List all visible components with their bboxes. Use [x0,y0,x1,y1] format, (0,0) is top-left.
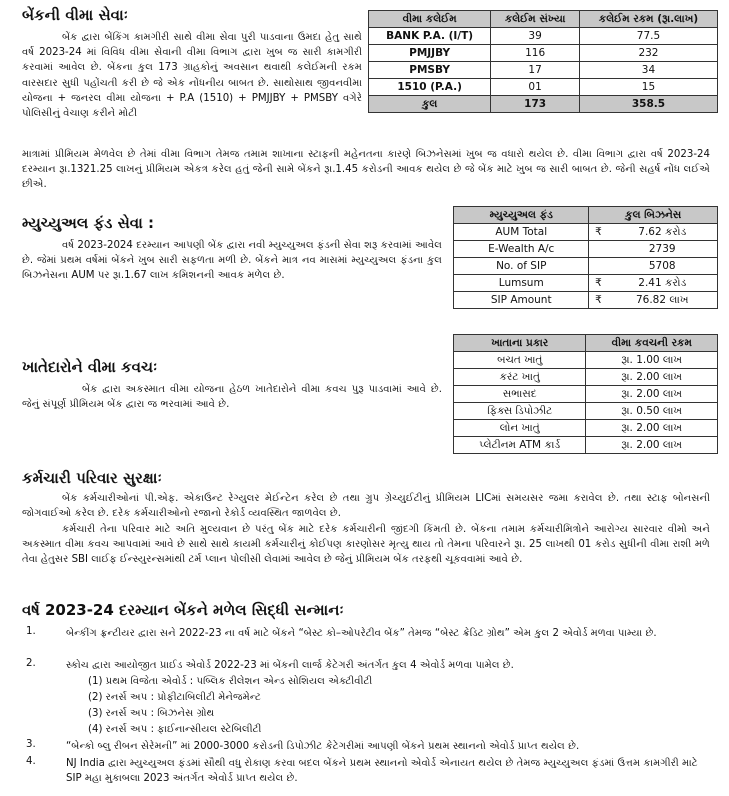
list-number: 4. [26,756,36,767]
table-row [454,224,718,241]
account-insurance-para: બેંક દ્વારા અકસ્માત વીમા યોજના હેઠળ ખાતેદારોને વીમા કવચ પુરૂ પાડવામાં આવે છે. જેનું સંપૂર્ણ પ્રીમિયમ બેંક દ્વારા જ ભરવામાં આવે છે. [22,384,442,411]
table-cell: E-Wealth A/c [454,241,589,258]
list-number: 3. [26,739,36,750]
table-row [454,403,718,420]
employee-para1: બેંક કર્મચારીઓનાં પી.એફ. એકાઉન્ટ રેગ્યુલર મેઈન્ટેન કરેલ છે તથા ગ્રુપ ગ્રેચ્યુઈટીનું પ્રીમિયમ LICમાં સમયસર જમા કરાવેલ છે. તથા સ્ટાફ બોનસની જોગવાઈઓ કરેલ છે. દરેક કર્મચારીઓનો રજાનો રેકોર્ડ વ્યવસ્થિત જાળવેલ છે. [22,493,710,520]
table-cell: સભાસદ [454,386,586,403]
table-cell: 76.82 લાખ [607,292,717,309]
mutual-fund-para: વર્ષ 2023-2024 દરમ્યાન આપણી બેંક દ્વારા નવી મ્યુચ્યુઅલ ફંડની સેવા શરૂ કરવામાં આવેલ છે. જેમાં પ્રથમ વર્ષમાં બેંકને ખુબ સારી સફળતા મળી છે. બેંકને માત્ર નવ માસમાં મ્યુચ્યુઅલ ફંડના કુલ બિઝનેસના AUM પર રૂા.1.67 લાખ કમિશનની આવક મળેલ છે. [22,240,442,282]
rupee-icon: ₹ [589,275,608,292]
table-cell: 34 [579,62,717,79]
sub-list-item: (4) રનર્સ અપ : ફાઈનાન્સીયલ સ્ટેબિલીટી [88,724,262,735]
table-cell: 173 [491,96,580,113]
table-cell: AUM Total [454,224,589,241]
table-cell: 2739 [607,241,717,258]
employee-heading: કર્મચારી પરિવાર સુરક્ષાઃ [22,469,162,487]
table-cell: કરંટ ખાતું [454,369,586,386]
insurance-para2: માત્રામાં પ્રીમિયમ મેળવેલ છે તેમાં વીમા વિભાગ તેમજ તમામ શાખાના સ્ટાફની મહેનતના કારણે બિઝનેસમાં ખુબ જ વધારો થયેલ છે. વીમા વિભાગ દ્વારા વર્ષ 2023-24 દરમ્યાન રૂા.1321.25 લાખનું પ્રીમિયમ એકત્ર કરેલ હતું જેની સામે બેંકને રૂા.1.45 કરોડની આવક થયેલ છે જે બેંક માટે ખુબ જ સારી બાબત છે. જેની સહર્ષ નોંધ લઈએ છીએ. [22,149,710,191]
list-item: “બેન્કો બ્લુ રીબન સેરેમની” માં 2000-3000 કરોડની ડિપોઝીટ કેટેગરીમાં આપણી બેંકને પ્રથમ સ્થાનનો એવોર્ડ પ્રાપ્ત થયેલ છે. [66,741,580,752]
table-cell: 5708 [607,258,717,275]
table-cell: 232 [579,45,717,62]
table-header: કલેઈમ સંખ્યા [491,11,580,28]
table-cell: No. of SIP [454,258,589,275]
table-row [369,79,718,96]
table-row [454,275,718,292]
table-cell: રૂા. 1.00 લાખ [586,352,718,369]
table-row [454,386,718,403]
awards-heading: વર્ષ 2023-24 દરમ્યાન બેંકને મળેલ સિદ્ધી સન્માનઃ [22,601,344,619]
insurance-para1: બેંક દ્વારા બેંકિંગ કામગીરી સાથે વીમા સેવા પુરી પાડવાના ઉમદા હેતુ સાથે વર્ષ 2023-24 માં વિવિધ વીમા સેવાની વીમા વિભાગ દ્વારા ખુબ જ સારી કામગીરી કરવામાં આવેલ છે. બેંકના કુલ 173 ગ્રાહકોનું અવસાન થવાથી કલેઈમની રકમ વારસદાર સુધી પહોંચતી કરી છે જે એક નોંધનીય બાબત છે. સાથોસાથ જીવનવીમા યોજના + જનરલ વીમા યોજના + P.A (1510) + PMJJBY + PMSBY વગેરે પોલિસીનું વેચાણ કરીને મોટી [22,32,362,120]
table-cell: કુલ [369,96,491,113]
mutual-fund-table [453,206,718,309]
account-insurance-heading: ખાતેદારોને વીમા કવચઃ [22,358,158,376]
table-cell: રૂા. 2.00 લાખ [586,437,718,454]
list-item: બેન્કીંગ ફ્રન્ટીયર દ્વારા સને 2022-23 ના વર્ષ માટે બેંકને “બેસ્ટ કો–ઓપરેટીવ બેંક” તેમજ “બેસ્ટ ક્રેડિટ ગ્રોથ” એમ કુલ 2 એવોર્ડ મળવા પામ્યા છે. [66,628,657,639]
sub-list-item: (3) રનર્સ અપ : બિઝનેસ ગ્રોથ [88,708,215,719]
table-cell: 77.5 [579,28,717,45]
table-cell: પ્લેટીનમ ATM કાર્ડ [454,437,586,454]
table-cell: રૂા. 2.00 લાખ [586,386,718,403]
table-header: વીમા કલેઈમ [369,11,491,28]
table-cell: ફિક્સ ડિપોઝીટ [454,403,586,420]
sub-list-item: (2) રનર્સ અપ : પ્રોફીટાબિલીટી મેનેજમેન્ટ [88,692,261,703]
table-cell: 39 [491,28,580,45]
table-cell: બચત ખાતું [454,352,586,369]
table-row [369,62,718,79]
sub-list-item: (1) પ્રથમ વિજેતા એવોર્ડ : પબ્લિક રીલેશન એન્ડ સોશિયલ એક્ટીવીટી [88,676,373,687]
table-header: વીમા કવચની રકમ [586,335,718,352]
table-header-row [454,207,718,224]
table-row [454,369,718,386]
table-row [454,437,718,454]
table-cell: 01 [491,79,580,96]
table-total-row [369,96,718,113]
table-row [454,241,718,258]
table-header: કુલ બિઝનેસ [589,207,718,224]
table-header: મ્યુચ્યુઅલ ફંડ [454,207,589,224]
list-item: NJ India દ્વારા મ્યુચ્યુઅલ ફંડમાં સૌથી વધુ રોકાણ કરવા બદલ બેંકને પ્રથમ સ્થાનનો એવોર્ડ એનાયત થયેલ છે તેમજ મ્યુચ્યુઅલ ફંડમાં ઉત્તમ કામગીરી માટે SIP મહા મુકાબલા 2023 અંતર્ગત એવોર્ડ પ્રાપ્ત થયેલ છે. [66,758,698,784]
table-row [369,28,718,45]
table-header-row [369,11,718,28]
list-number: 1. [26,626,36,637]
table-cell: 116 [491,45,580,62]
list-item: સ્કોચ દ્વારા આયોજીત પ્રાઈડ એવોર્ડ 2022-23 માં બેંકની લાર્જ કેટેગરી અંતર્ગત કુલ 4 એવોર્ડ મળવા પામેલ છે. [66,660,514,671]
table-cell [589,258,608,275]
table-header: કલેઈમ રકમ (રૂા.લાખ) [579,11,717,28]
insurance-heading: બેંકની વીમા સેવાઃ [22,6,128,24]
table-cell: BANK P.A. (I/T) [369,28,491,45]
rupee-icon: ₹ [589,292,608,309]
table-cell: રૂા. 2.00 લાખ [586,369,718,386]
table-cell: 2.41 કરોડ [607,275,717,292]
table-row [369,45,718,62]
table-row [454,420,718,437]
table-cell: 1510 (P.A.) [369,79,491,96]
table-cell: 358.5 [579,96,717,113]
table-cell: 17 [491,62,580,79]
table-row [454,292,718,309]
table-cell: લોન ખાતું [454,420,586,437]
table-cell [589,241,608,258]
table-cell: 7.62 કરોડ [607,224,717,241]
account-insurance-table [453,334,718,454]
table-cell: રૂા. 2.00 લાખ [586,420,718,437]
table-cell: SIP Amount [454,292,589,309]
table-cell: PMSBY [369,62,491,79]
table-header: ખાતાના પ્રકાર [454,335,586,352]
table-row [454,258,718,275]
mutual-fund-heading: મ્યુચ્યુઅલ ફંડ સેવા : [22,214,155,232]
table-header-row [454,335,718,352]
table-row [454,352,718,369]
list-number: 2. [26,658,36,669]
insurance-claims-table [368,10,718,113]
table-cell: PMJJBY [369,45,491,62]
rupee-icon: ₹ [589,224,608,241]
table-cell: Lumsum [454,275,589,292]
table-cell: 15 [579,79,717,96]
employee-para2: કર્મચારી તેના પરિવાર માટે અતિ મુલ્યવાન છે પરંતુ બેંક માટે દરેક કર્મચારીની જીંદગી કિંમતી છે. બેંકના તમામ કર્મચારીમિત્રોને આરોગ્ય સારવાર વીમો અને અકસ્માત વીમા કવચ આપવામાં આવે છે સાથે સાથે કાયમી કર્મચારીનું કોઈપણ કારણોસર મૃત્યુ થાય તો તેમના પરિવારને રૂા. 25 લાખથી 01 કરોડ સુધીની વીમા રાશી મળે તેવા હેતુસર SBI લાઈફ ઈન્સ્યુરન્સમાંથી ટર્મ પ્લાન પોલીસી લેવામાં આવેલ છે જેનું પ્રીમિયમ બેંક તરફથી ચૂકવવામાં આવે છે. [22,524,710,566]
table-cell: રૂા. 0.50 લાખ [586,403,718,420]
